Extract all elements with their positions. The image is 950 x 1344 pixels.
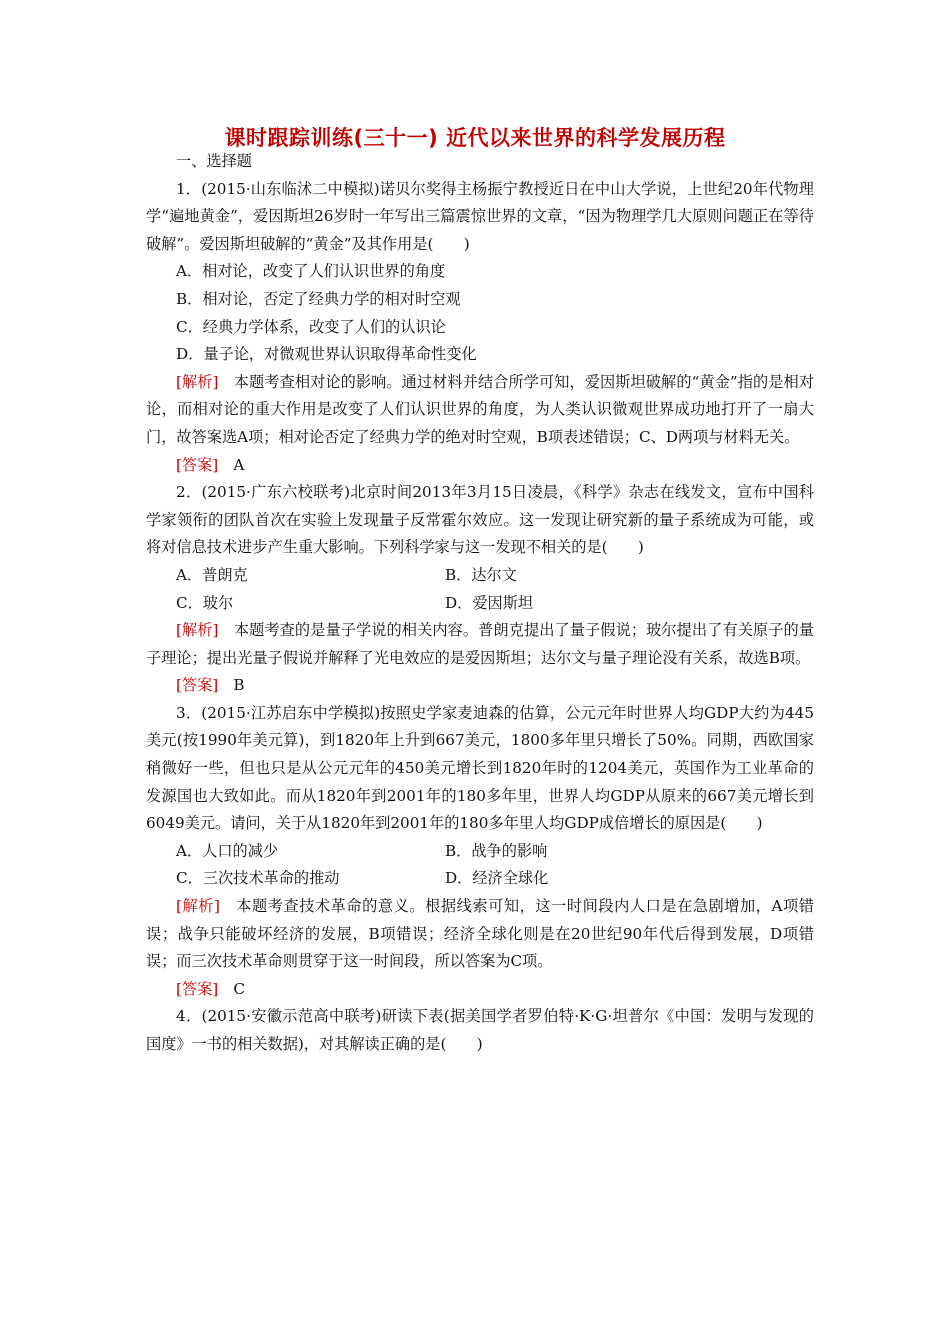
- answer-value: C: [218, 979, 246, 998]
- question-2: [146, 479, 814, 700]
- answer-label: [答案]: [176, 676, 219, 695]
- answer-line: [146, 452, 814, 480]
- option-a: A．人口的减少: [176, 841, 279, 860]
- question-stem: 1．(2015·山东临沭二中模拟)诺贝尔奖得主杨振宁教授近日在中山大学说，上世纪20年代物理学“遍地黄金”，爱因斯坦26岁时一年写出三篇震惊世界的文章，“因为物理学几大原则问题正在等待破解”。爱因斯坦破解的“黄金”及其作用是( ): [146, 179, 814, 253]
- analysis-label: [解析]: [176, 621, 219, 640]
- analysis-label: [解析]: [176, 897, 220, 916]
- section-heading: 一、选择题: [176, 152, 252, 170]
- option-c: C．玻尔: [176, 593, 234, 612]
- option-d: D．爱因斯坦: [445, 593, 534, 612]
- answer-label: [答案]: [176, 455, 219, 474]
- option-c: C．经典力学体系，改变了人们的认识论: [176, 317, 446, 336]
- answer-value: B: [218, 676, 245, 695]
- question-stem: 3．(2015·江苏启东中学模拟)按照史学家麦迪森的估算，公元元年时世界人均GDP大约为445美元(按1990年美元算)，到1820年上升到667美元，1800多年里只增长了50%。同期，西欧国家稍微好一些，但也只是从公元元年的450美元增长到1820年时的1204美元，英国作为工业革命的发源国也大致如此。而从1820年到2001年的180多年里，世界人均GDP从原来的667美元增长到6049美元。请问，关于从1820年到2001年的180多年里人均GDP成倍增长的原因是( ): [146, 703, 814, 833]
- analysis-text: 本题考查相对论的影响。通过材料并结合所学可知，爱因斯坦破解的“黄金”指的是相对论，而相对论的重大作用是改变了人们认识世界的角度，为人类认识微观世界成功地打开了一扇大门，故答案选A项；相对论否定了经典力学的绝对时空观，B项表述错误；C、D两项与材料无关。: [146, 372, 814, 446]
- option-b: B．战争的影响: [445, 841, 548, 860]
- option-row: [146, 865, 814, 893]
- option-d: D．经济全球化: [445, 869, 549, 888]
- analysis-paragraph: [146, 369, 814, 452]
- question-3: [146, 700, 814, 1004]
- question-1: [146, 176, 814, 480]
- option-b: B．达尔文: [445, 565, 517, 584]
- option-row: [146, 838, 814, 866]
- analysis-paragraph: [146, 893, 814, 976]
- question-stem: 2．(2015·广东六校联考)北京时间2013年3月15日凌晨，《科学》杂志在线发文，宣布中国科学家领衔的团队首次在实验上发现量子反常霍尔效应。这一发现让研究新的量子系统成为可能，或将对信息技术进步产生重大影响。下列科学家与这一发现不相关的是( ): [146, 483, 814, 557]
- page-title: 课时跟踪训练(三十一) 近代以来世界的科学发展历程: [224, 126, 726, 150]
- answer-label: [答案]: [176, 979, 219, 998]
- analysis-label: [解析]: [176, 372, 219, 391]
- analysis-text: 本题考查技术革命的意义。根据线索可知，这一时间段内人口是在急剧增加，A项错误；战争只能破坏经济的发展，B项错误；经济全球化则是在20世纪90年代后得到发展，D项错误；而三次技术革命则贯穿于这一时间段，所以答案为C项。: [146, 897, 814, 971]
- question-stem: 4．(2015·安徽示范高中联考)研读下表(据美国学者罗伯特·K·G·坦普尔《中国：发明与发现的国度》一书的相关数据)，对其解读正确的是( ): [146, 1007, 814, 1053]
- option-b: B．相对论，否定了经典力学的相对时空观: [176, 289, 461, 308]
- answer-line: [146, 672, 814, 700]
- answer-value: A: [218, 455, 245, 474]
- option-row: [146, 590, 814, 618]
- option-c: C．三次技术革命的推动: [176, 869, 340, 888]
- option-row: [146, 562, 814, 590]
- option-d: D．量子论，对微观世界认识取得革命性变化: [176, 345, 477, 364]
- option-a: A．普朗克: [176, 565, 248, 584]
- question-4: [146, 1003, 814, 1058]
- document-body: [146, 148, 814, 1059]
- analysis-text: 本题考查的是量子学说的相关内容。普朗克提出了量子假说；玻尔提出了有关原子的量子理论；提出光量子假说并解释了光电效应的是爱因斯坦；达尔文与量子理论没有关系，故选B项。: [146, 621, 815, 667]
- answer-line: [146, 976, 814, 1004]
- option-a: A．相对论，改变了人们认识世界的角度: [176, 262, 446, 281]
- analysis-paragraph: [146, 617, 814, 672]
